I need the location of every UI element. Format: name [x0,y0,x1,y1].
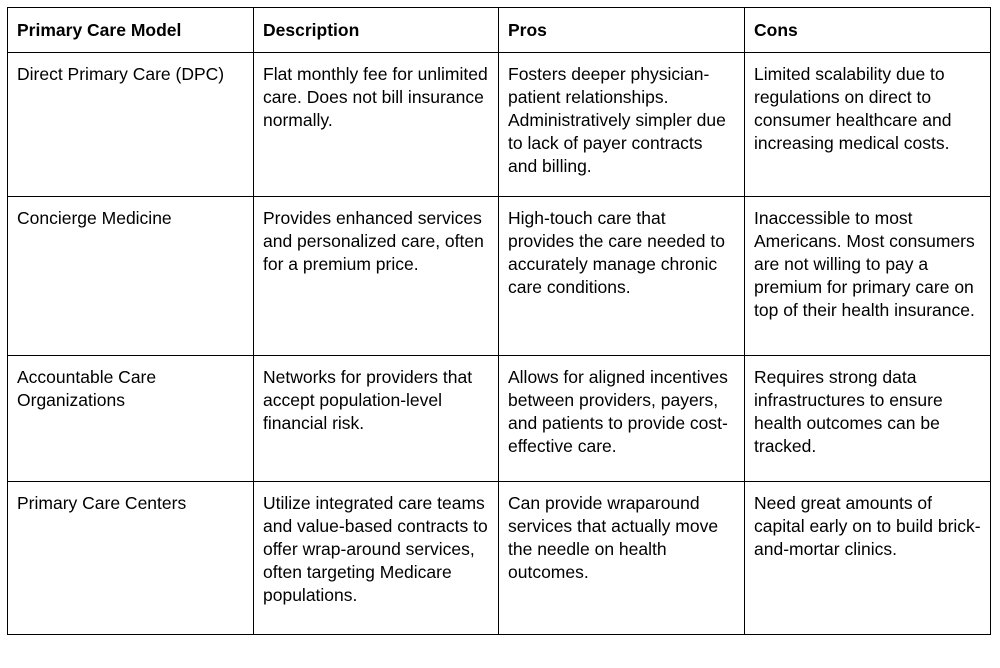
header-primary-care-model: Primary Care Model [8,8,254,53]
cell-cons: Requires strong data infrastructures to ensure health outcomes can be tracked. [745,356,991,482]
cell-cons: Limited scalability due to regulations on direct to consumer healthcare and increasing medical costs. [745,53,991,197]
header-pros: Pros [499,8,745,53]
cell-cons: Need great amounts of capital early on to build brick-and-mortar clinics. [745,482,991,635]
cell-model: Primary Care Centers [8,482,254,635]
cell-description: Utilize integrated care teams and value-based contracts to offer wrap-around services, often targeting Medicare populations. [254,482,499,635]
table-row [8,356,991,482]
cell-cons: Inaccessible to most Americans. Most consumers are not willing to pay a premium for primary care on top of their health insurance. [745,197,991,356]
cell-model: Accountable Care Organizations [8,356,254,482]
cell-pros: Fosters deeper physician-patient relationships. Administratively simpler due to lack of payer contracts and billing. [499,53,745,197]
cell-model: Direct Primary Care (DPC) [8,53,254,197]
header-description: Description [254,8,499,53]
cell-pros: High-touch care that provides the care needed to accurately manage chronic care conditions. [499,197,745,356]
cell-description: Networks for providers that accept population-level financial risk. [254,356,499,482]
cell-model: Concierge Medicine [8,197,254,356]
comparison-table-container [7,7,990,635]
cell-pros: Can provide wraparound services that actually move the needle on health outcomes. [499,482,745,635]
table-header-row [8,8,991,53]
cell-description: Flat monthly fee for unlimited care. Does not bill insurance normally. [254,53,499,197]
primary-care-models-table [7,7,991,635]
cell-description: Provides enhanced services and personalized care, often for a premium price. [254,197,499,356]
cell-pros: Allows for aligned incentives between providers, payers, and patients to provide cost-effective care. [499,356,745,482]
table-row [8,197,991,356]
header-cons: Cons [745,8,991,53]
table-row [8,53,991,197]
table-row [8,482,991,635]
